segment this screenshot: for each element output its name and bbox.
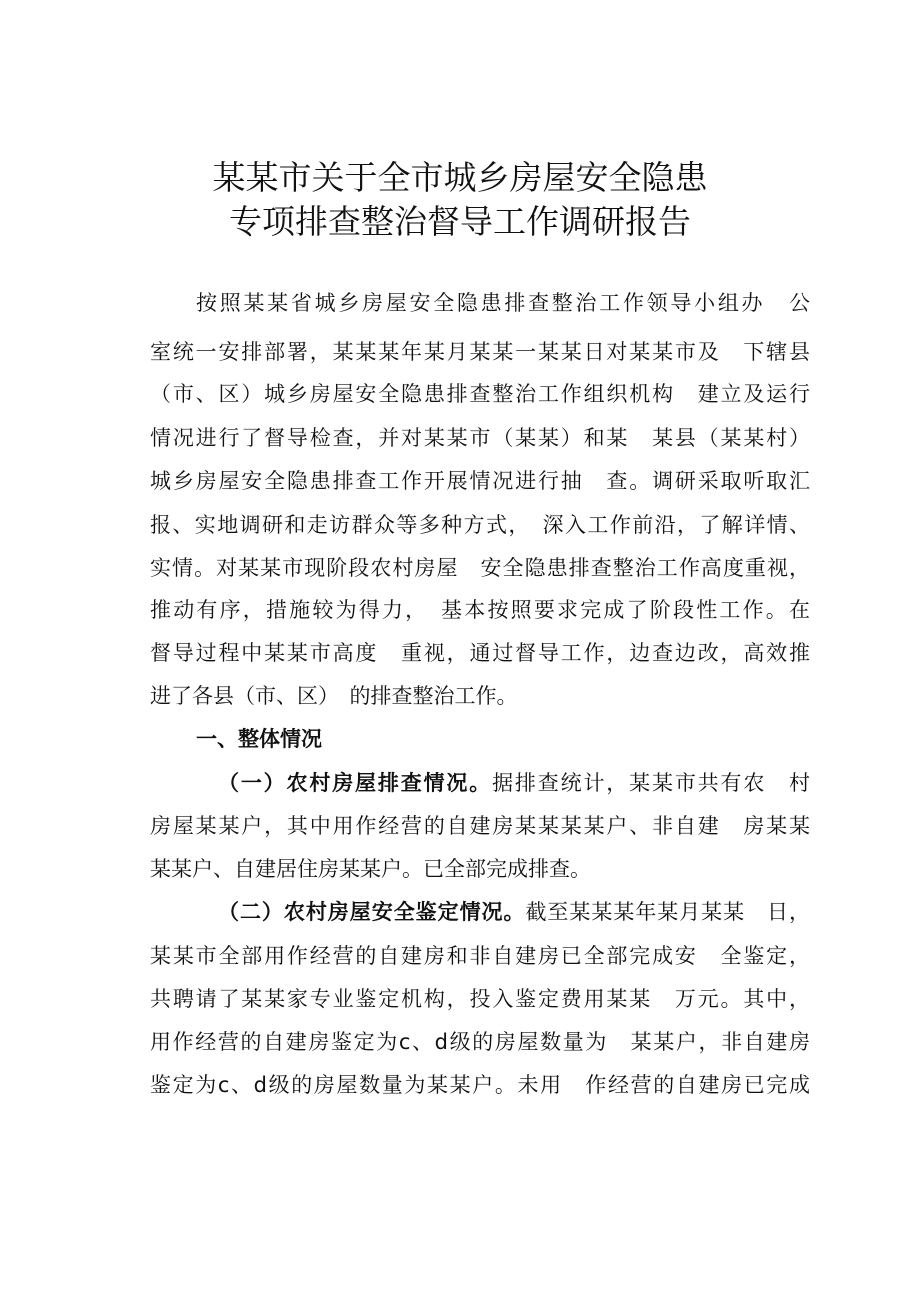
report-title-line-1: 某某市关于全市城乡房屋安全隐患 bbox=[212, 158, 708, 197]
paragraph-line: 某某户、自建居住房某某户。已全部完成排查。 bbox=[150, 857, 591, 881]
paragraph-line: 某某市全部用作经营的自建房和非自建房已全部完成安 全鉴定， bbox=[150, 944, 810, 968]
intro-line: 情况进行了督导检查，并对某某市（某某）和某 某县（某某村） bbox=[150, 426, 810, 450]
paragraph-line: 房屋某某户，其中用作经营的自建房某某某某户、非自建 房某某 bbox=[150, 814, 810, 838]
intro-line: （市、区）城乡房屋安全隐患排查整治工作组织机构 建立及运行 bbox=[150, 382, 810, 406]
paragraph-text: 据排查统计，某某市共有农 村 bbox=[492, 771, 810, 795]
intro-line: 进了各县（市、区） 的排查整治工作。 bbox=[150, 684, 518, 708]
paragraph-text: 截至某某某年某月某某 日， bbox=[525, 900, 810, 924]
paragraph-line: 鉴定为c、d级的房屋数量为某某户。未用 作经营的自建房已完成 bbox=[150, 1073, 810, 1097]
intro-line: 实情。对某某市现阶段农村房屋 安全隐患排查整治工作高度重视， bbox=[150, 556, 810, 580]
intro-line: 按照某某省城乡房屋安全隐患排查整治工作领导小组办 公 bbox=[196, 291, 810, 315]
paragraph-line: 用作经营的自建房鉴定为c、d级的房屋数量为 某某户，非自建房 bbox=[150, 1030, 810, 1054]
intro-line: 城乡房屋安全隐患排查工作开展情况进行抽 查。调研采取听取汇 bbox=[150, 469, 810, 493]
intro-line: 报、实地调研和走访群众等多种方式， 深入工作前沿，了解详情、 bbox=[150, 513, 810, 537]
report-title-line-2: 专项排查整治督导工作调研报告 bbox=[229, 202, 691, 241]
paragraph-lead: （二）农村房屋安全鉴定情况。 bbox=[218, 900, 526, 924]
section-heading: 一、整体情况 bbox=[196, 727, 322, 751]
intro-line: 室统一安排部署，某某某年某月某某一某某日对某某市及 下辖县 bbox=[150, 340, 810, 364]
paragraph-line: 共聘请了某某家专业鉴定机构，投入鉴定费用某某 万元。其中， bbox=[150, 987, 810, 1011]
paragraph-line bbox=[218, 764, 810, 802]
intro-line: 督导过程中某某市高度 重视，通过督导工作，边查边改，高效推 bbox=[150, 641, 810, 665]
paragraph-line bbox=[218, 893, 810, 931]
intro-line: 推动有序，措施较为得力， 基本按照要求完成了阶段性工作。在 bbox=[150, 598, 810, 622]
paragraph-lead: （一）农村房屋排查情况。 bbox=[218, 771, 493, 795]
